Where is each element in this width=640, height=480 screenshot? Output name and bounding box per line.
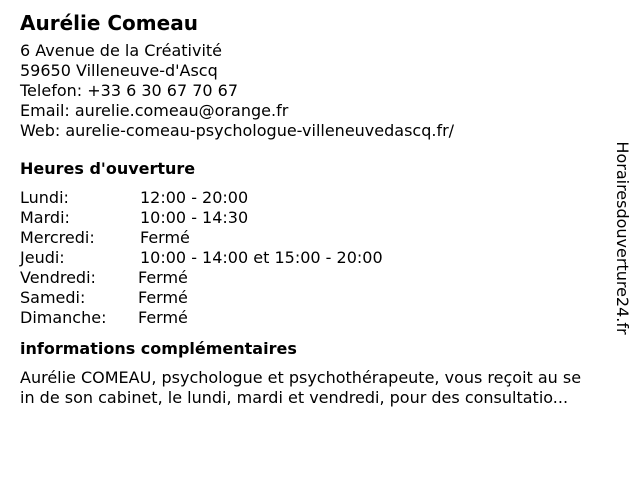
hours-row-samedi (20, 288, 612, 308)
day-label: Lundi: (20, 188, 69, 207)
day-hours: Fermé (138, 308, 188, 327)
day-hours: Fermé (138, 268, 188, 287)
day-label: Vendredi: (20, 268, 96, 287)
hours-row-mercredi (20, 228, 612, 248)
day-hours: 10:00 - 14:00 et 15:00 - 20:00 (140, 248, 383, 267)
day-label: Mardi: (20, 208, 70, 227)
hours-row-vendredi (20, 268, 612, 288)
info-line-2: in de son cabinet, le lundi, mardi et vendredi, pour des consultatio... (20, 388, 569, 407)
day-label: Mercredi: (20, 228, 95, 247)
contact-block (20, 41, 612, 141)
business-name: Aurélie Comeau (20, 11, 198, 35)
day-label: Jeudi: (20, 248, 65, 267)
hours-heading: Heures d'ouverture (20, 159, 196, 178)
business-card (20, 10, 612, 408)
web-line: Web: aurelie-comeau-psychologue-villeneuvedascq.fr/ (20, 121, 455, 140)
day-hours: Fermé (140, 228, 190, 247)
hours-row-lundi (20, 188, 612, 208)
hours-row-jeudi (20, 248, 612, 268)
day-hours: 12:00 - 20:00 (140, 188, 249, 207)
info-line-1: Aurélie COMEAU, psychologue et psychothérapeute, vous reçoit au se (20, 368, 582, 387)
phone-line: Telefon: +33 6 30 67 70 67 (20, 81, 239, 100)
hours-row-mardi (20, 208, 612, 228)
site-watermark: Horairesdouverture24.fr (613, 141, 632, 335)
day-hours: 10:00 - 14:30 (140, 208, 249, 227)
hours-row-dimanche (20, 308, 612, 328)
info-heading: informations complémentaires (20, 339, 297, 358)
address-street: 6 Avenue de la Créativité (20, 41, 223, 60)
day-hours: Fermé (138, 288, 188, 307)
day-label: Dimanche: (20, 308, 107, 327)
email-line: Email: aurelie.comeau@orange.fr (20, 101, 289, 120)
day-label: Samedi: (20, 288, 86, 307)
opening-hours-table (20, 188, 612, 328)
info-description (20, 368, 620, 408)
address-city: 59650 Villeneuve-d'Ascq (20, 61, 218, 80)
